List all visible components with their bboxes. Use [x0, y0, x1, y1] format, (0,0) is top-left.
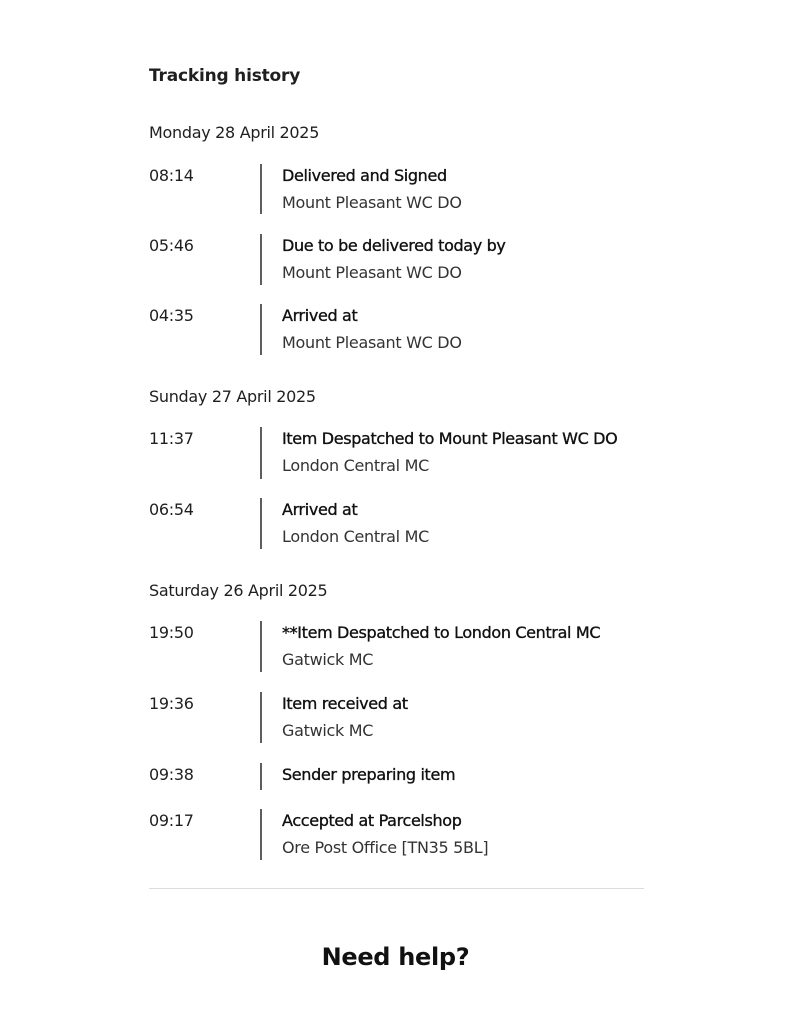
- event-time: 08:14: [149, 166, 194, 185]
- date-heading: Saturday 26 April 2025: [149, 581, 328, 600]
- event-location: Gatwick MC: [282, 650, 374, 669]
- event-time: 11:37: [149, 429, 194, 448]
- event-title: Item Despatched to Mount Pleasant WC DO: [282, 429, 618, 448]
- timeline-bar: [260, 809, 262, 860]
- event-time: 04:35: [149, 306, 194, 325]
- need-help-heading: Need help?: [321, 943, 470, 971]
- timeline-bar: [260, 164, 262, 214]
- event-time: 19:36: [149, 694, 194, 713]
- timeline-bar: [260, 692, 262, 743]
- event-time: 06:54: [149, 500, 194, 519]
- timeline-bar: [260, 498, 262, 549]
- event-title: Arrived at: [282, 306, 358, 325]
- event-title: Sender preparing item: [282, 765, 456, 784]
- event-title: Item received at: [282, 694, 408, 713]
- date-heading: Monday 28 April 2025: [149, 123, 320, 142]
- event-time: 09:38: [149, 765, 194, 784]
- event-location: Mount Pleasant WC DO: [282, 263, 462, 282]
- timeline-bar: [260, 621, 262, 672]
- event-location: London Central MC: [282, 527, 429, 546]
- section-divider: [149, 888, 644, 889]
- event-title: Accepted at Parcelshop: [282, 811, 462, 830]
- event-time: 19:50: [149, 623, 194, 642]
- event-location: Mount Pleasant WC DO: [282, 333, 462, 352]
- event-title: Due to be delivered today by: [282, 236, 506, 255]
- event-location: Gatwick MC: [282, 721, 374, 740]
- tracking-history-heading: Tracking history: [149, 66, 301, 86]
- event-title: Arrived at: [282, 500, 358, 519]
- timeline-bar: [260, 304, 262, 355]
- event-location: Mount Pleasant WC DO: [282, 193, 462, 212]
- event-title: **Item Despatched to London Central MC: [282, 623, 601, 642]
- timeline-bar: [260, 234, 262, 285]
- timeline-bar: [260, 427, 262, 479]
- timeline-bar: [260, 763, 262, 790]
- event-location: Ore Post Office [TN35 5BL]: [282, 838, 489, 857]
- date-heading: Sunday 27 April 2025: [149, 387, 316, 406]
- event-location: London Central MC: [282, 456, 429, 475]
- event-time: 05:46: [149, 236, 194, 255]
- event-title: Delivered and Signed: [282, 166, 447, 185]
- event-time: 09:17: [149, 811, 194, 830]
